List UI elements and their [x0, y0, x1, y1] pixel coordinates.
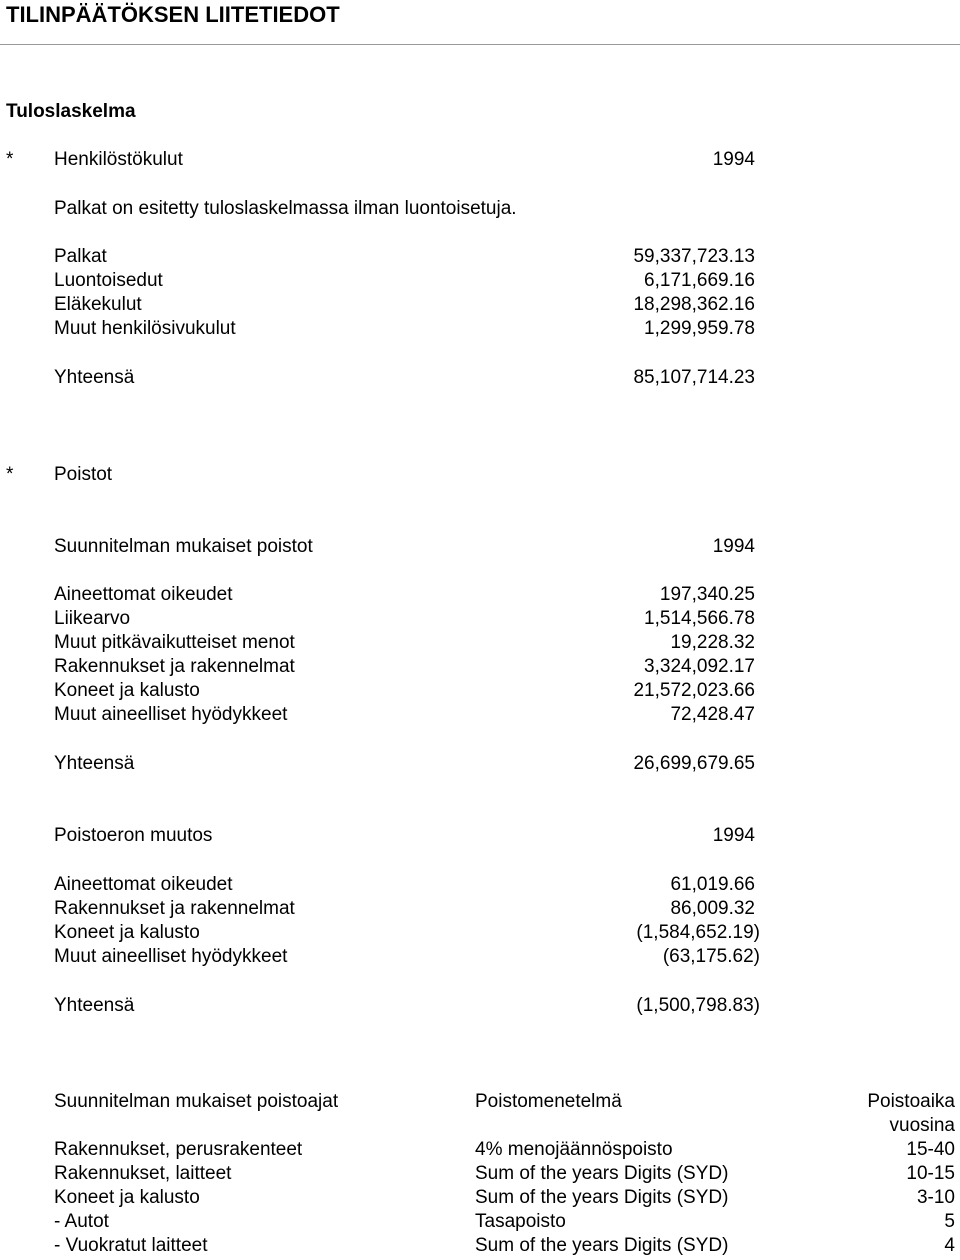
poistoajat-method: Tasapoisto: [475, 1211, 566, 1232]
section-title: Tuloslaskelma: [6, 101, 136, 122]
poistoajat-asset: Koneet ja kalusto: [54, 1187, 200, 1208]
poistoajat-header-asset: Suunnitelman mukaiset poistoajat: [54, 1091, 339, 1112]
poistoajat-header-method: Poistomenetelmä: [475, 1091, 622, 1112]
year-header: 1994: [712, 536, 755, 557]
poistoajat-years: 15-40: [906, 1139, 955, 1160]
row-label: Rakennukset ja rakennelmat: [54, 656, 295, 677]
poistoajat-years: 10-15: [906, 1163, 955, 1184]
row-value: (63,175.62): [662, 946, 760, 967]
total-value: 26,699,679.65: [633, 753, 755, 774]
total-label: Yhteensä: [54, 995, 135, 1016]
total-value: 85,107,714.23: [633, 367, 755, 388]
poistoajat-header-years-unit: vuosina: [889, 1115, 955, 1136]
year-header: 1994: [712, 149, 755, 170]
row-value: 1,514,566.78: [644, 608, 755, 629]
total-value: (1,500,798.83): [636, 995, 760, 1016]
row-value: 86,009.32: [670, 898, 755, 919]
henkilostokulut-heading: Henkilöstökulut: [54, 149, 183, 170]
row-label: Aineettomat oikeudet: [54, 584, 233, 605]
poistot-heading: Poistot: [54, 464, 113, 485]
bullet-marker: *: [6, 464, 14, 485]
row-value: 59,337,723.13: [633, 246, 755, 267]
row-label: Luontoisedut: [54, 270, 163, 291]
row-label: Palkat: [54, 246, 107, 267]
row-value: 61,019.66: [670, 874, 755, 895]
row-label: Eläkekulut: [54, 294, 142, 315]
row-label: Koneet ja kalusto: [54, 922, 200, 943]
poistoajat-years: 4: [944, 1235, 955, 1256]
row-value: 19,228.32: [670, 632, 755, 653]
row-label: Muut henkilösivukulut: [54, 318, 236, 339]
poistoajat-method: Sum of the years Digits (SYD): [475, 1163, 729, 1184]
poistoajat-method: Sum of the years Digits (SYD): [475, 1187, 729, 1208]
row-label: Muut aineelliset hyödykkeet: [54, 946, 288, 967]
row-value: 72,428.47: [670, 704, 755, 725]
bullet-marker: *: [6, 149, 14, 170]
row-value: (1,584,652.19): [636, 922, 760, 943]
document-title: TILINPÄÄTÖKSEN LIITETIEDOT: [6, 2, 340, 27]
row-value: 3,324,092.17: [644, 656, 755, 677]
row-value: 18,298,362.16: [633, 294, 755, 315]
poistot-subheading: Suunnitelman mukaiset poistot: [54, 536, 313, 557]
year-header: 1994: [712, 825, 755, 846]
row-value: 21,572,023.66: [633, 680, 755, 701]
row-label: Aineettomat oikeudet: [54, 874, 233, 895]
poistoajat-asset: - Vuokratut laitteet: [54, 1235, 208, 1256]
row-label: Koneet ja kalusto: [54, 680, 200, 701]
total-label: Yhteensä: [54, 753, 135, 774]
poistoajat-years: 5: [944, 1211, 955, 1232]
poistoajat-asset: - Autot: [54, 1211, 109, 1232]
title-divider: [0, 44, 960, 45]
poistoajat-asset: Rakennukset, laitteet: [54, 1163, 232, 1184]
row-label: Rakennukset ja rakennelmat: [54, 898, 295, 919]
poistoajat-method: 4% menojäännöspoisto: [475, 1139, 673, 1160]
henkilostokulut-note: Palkat on esitetty tuloslaskelmassa ilman luontoisetuja.: [54, 198, 517, 219]
total-label: Yhteensä: [54, 367, 135, 388]
poistoero-heading: Poistoeron muutos: [54, 825, 213, 846]
poistoajat-header-years: Poistoaika: [867, 1091, 955, 1112]
row-label: Muut aineelliset hyödykkeet: [54, 704, 288, 725]
poistoajat-method: Sum of the years Digits (SYD): [475, 1235, 729, 1256]
row-value: 1,299,959.78: [644, 318, 755, 339]
row-value: 6,171,669.16: [644, 270, 755, 291]
row-label: Muut pitkävaikutteiset menot: [54, 632, 295, 653]
row-value: 197,340.25: [659, 584, 755, 605]
poistoajat-years: 3-10: [916, 1187, 955, 1208]
poistoajat-asset: Rakennukset, perusrakenteet: [54, 1139, 303, 1160]
row-label: Liikearvo: [54, 608, 131, 629]
